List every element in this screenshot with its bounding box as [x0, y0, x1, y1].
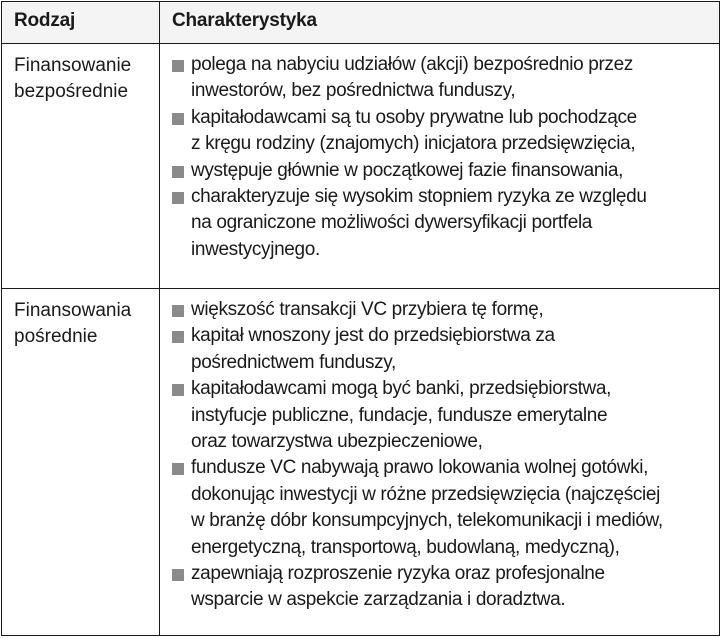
- type-cell-indirect: [2, 289, 160, 636]
- square-bullet-icon: [172, 305, 184, 317]
- list-item-text: zapewniają rozproszenie ryzyka oraz profesjonalne: [191, 563, 605, 585]
- list-item: [170, 158, 713, 184]
- square-bullet-icon: [172, 192, 184, 204]
- square-bullet-icon: [172, 331, 184, 343]
- characteristics-cell-indirect: [160, 289, 720, 636]
- list-item: [170, 184, 713, 263]
- list-item-text: wsparcie w aspekcie zarządzania i doradztwa.: [191, 589, 566, 611]
- list-item-text: dokonując inwestycji w różne przedsięwzięcia (najczęściej: [191, 483, 660, 505]
- list-item-text: większość transakcji VC przybiera tę formę,: [191, 299, 544, 320]
- list-item-text: fundusze VC nabywają prawo lokowania wolnej gotówki,: [191, 457, 649, 479]
- list-item-text: pośrednictwem funduszy,: [191, 351, 396, 373]
- square-bullet-icon: [172, 166, 184, 178]
- table-row-direct: [2, 44, 720, 289]
- list-item-text: kapitałodawcami są tu osoby prywatne lub pochodzące: [191, 106, 637, 128]
- square-bullet-icon: [172, 463, 184, 475]
- square-bullet-icon: [172, 384, 184, 396]
- list-item-text: z kręgu rodziny (znajomych) inicjatora przedsięwzięcia,: [191, 133, 636, 155]
- list-item-text: inwestycyjnego.: [191, 238, 320, 260]
- list-item-text: oraz towarzystwa ubezpieczeniowe,: [191, 431, 483, 453]
- header-type: Rodzaj: [2, 2, 160, 44]
- list-item-text: występuje głównie w początkowej fazie finansowania,: [191, 159, 624, 181]
- list-item-text: polega na nabyciu udziałów (akcji) bezpośrednio przez: [191, 54, 633, 75]
- list-item: [170, 323, 713, 376]
- header-characteristics: Charakterystyka: [160, 2, 720, 44]
- list-item-text: charakteryzuje się wysokim stopniem ryzyka ze względu: [191, 186, 647, 208]
- financing-types-table: [1, 1, 720, 636]
- characteristics-list-direct: [170, 52, 713, 263]
- type-label-line: bezpośrednie: [14, 80, 129, 102]
- list-item-text: inwestorów, bez pośrednictwa funduszy,: [191, 80, 516, 102]
- list-item-text: energetyczną, transportową, budowlaną, medyczną),: [191, 536, 620, 558]
- characteristics-list-indirect: [170, 297, 713, 614]
- square-bullet-icon: [172, 60, 184, 72]
- table-row-indirect: [2, 289, 720, 636]
- square-bullet-icon: [172, 569, 184, 581]
- square-bullet-icon: [172, 113, 184, 125]
- list-item-text: kapitałodawcami mogą być banki, przedsiębiorstwa,: [191, 378, 612, 400]
- list-item-text: instyfucje publiczne, fundacje, fundusze emerytalne: [191, 404, 608, 426]
- header-row: [2, 2, 720, 44]
- list-item: [170, 561, 713, 614]
- list-item: [170, 52, 713, 105]
- type-cell-direct: [2, 44, 160, 289]
- list-item-text: kapitał wnoszony jest do przedsiębiorstwa za: [191, 325, 555, 347]
- list-item: [170, 297, 713, 323]
- type-label-line: Finansowania: [14, 300, 132, 321]
- list-item: [170, 455, 713, 561]
- list-item: [170, 376, 713, 455]
- list-item-text: na ograniczone możliwości dywersyfikacji portfela: [191, 212, 593, 234]
- type-label-line: pośrednie: [14, 325, 98, 347]
- characteristics-cell-direct: [160, 44, 720, 289]
- list-item-text: w branżę dóbr konsumpcyjnych, telekomunikacji i mediów,: [191, 510, 663, 532]
- financing-types-table-wrapper: [1, 1, 719, 636]
- type-label-line: Finansowanie: [14, 55, 132, 76]
- list-item: [170, 105, 713, 158]
